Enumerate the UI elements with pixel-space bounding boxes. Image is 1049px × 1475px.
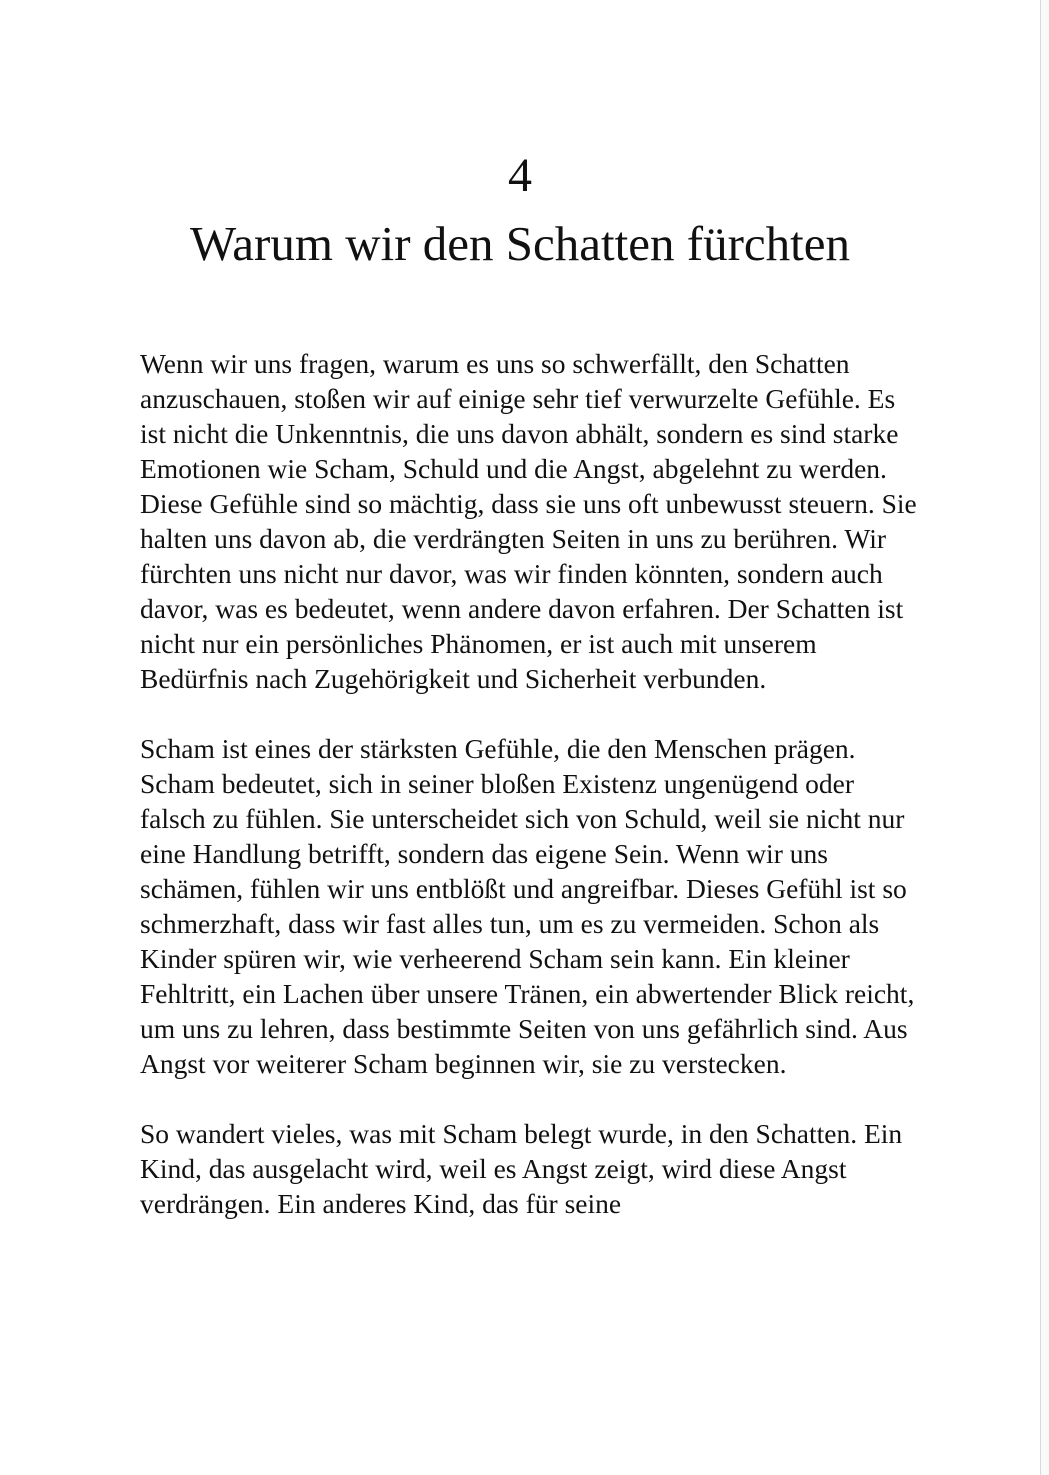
chapter-body [140,346,920,1256]
paragraph: Scham ist eines der stärksten Gefühle, die den Menschen prägen. Scham bedeutet, sich in seiner bloßen Existenz ungenügend oder falsch zu fühlen. Sie unterscheidet sich von Schuld, weil sie nicht nur eine Handlung betrifft, sondern das eigene Sein. Wenn wir uns schämen, fühlen wir uns entblößt und angreifbar. Dieses Gefühl ist so schmerzhaft, dass wir fast alles tun, um es zu vermeiden. Schon als Kinder spüren wir, wie verheerend Scham sein kann. Ein kleiner Fehltritt, ein Lachen über unsere Tränen, ein abwertender Blick reicht, um uns zu lehren, dass bestimmte Seiten von uns gefährlich sind. Aus Angst vor weiterer Scham beginnen wir, sie zu verstecken. [140,733,915,1079]
page-edge-shade [1041,0,1049,1475]
paragraph: Wenn wir uns fragen, warum es uns so schwerfällt, den Schatten anzuschauen, stoßen wir auf einige sehr tief verwurzelte Gefühle. Es ist nicht die Unkenntnis, die uns davon abhält, sondern es sind starke Emotionen wie Scham, Schuld und die Angst, abgelehnt zu werden. Diese Gefühle sind so mächtig, dass sie uns oft unbewusst steuern. Sie halten uns davon ab, die verdrängten Seiten in uns zu berühren. Wir fürchten uns nicht nur davor, was wir finden könnten, sondern auch davor, was es bedeutet, wenn andere davon erfahren. Der Schatten ist nicht nur ein persönliches Phänomen, er ist auch mit unserem Bedürfnis nach Zugehörigkeit und Sicherheit verbunden. [140,348,917,694]
paragraph: So wandert vieles, was mit Scham belegt wurde, in den Schatten. Ein Kind, das ausgelacht wird, weil es Angst zeigt, wird diese Angst verdrängen. Ein anderes Kind, das für seine [140,1118,903,1219]
chapter-number: 4 [508,149,532,202]
chapter-title: Warum wir den Schatten fürchten [189,216,851,271]
